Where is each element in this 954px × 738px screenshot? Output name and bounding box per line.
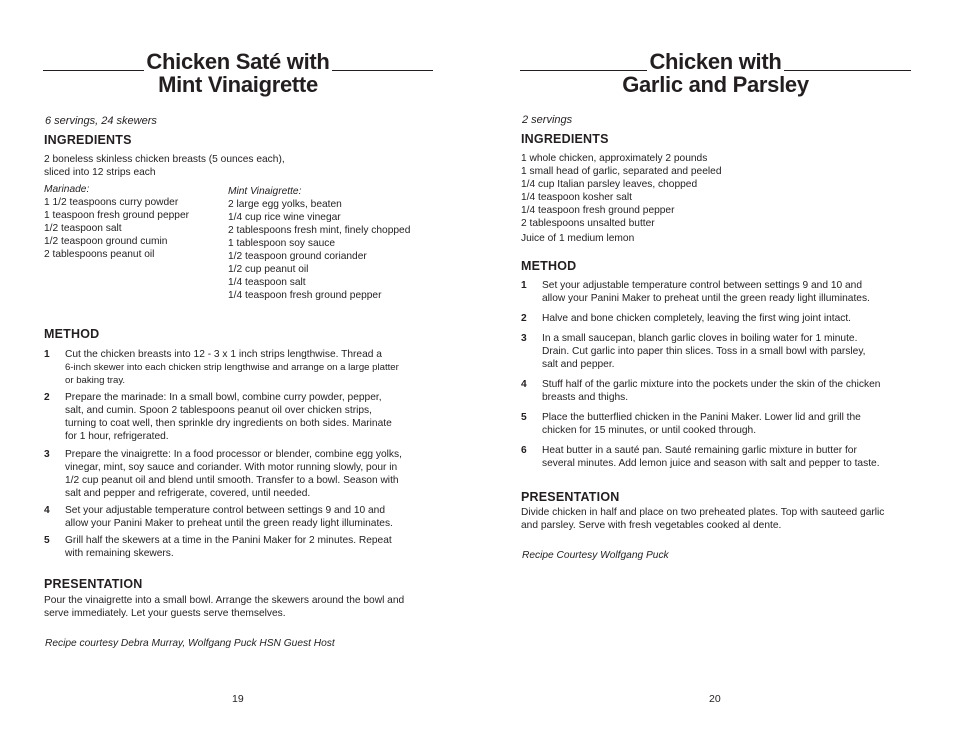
presentation-heading: PRESENTATION xyxy=(521,490,620,504)
step-number: 4 xyxy=(521,379,527,390)
title-line: Chicken Saté with xyxy=(146,49,330,74)
text-line: and parsley. Serve with fresh vegetables cooked al dente. xyxy=(521,520,782,531)
recipe-credit: Recipe courtesy Debra Murray, Wolfgang Puck HSN Guest Host xyxy=(45,638,335,649)
text-line: salt and pepper. xyxy=(542,359,615,370)
ingredient-item: 1/2 cup peanut oil xyxy=(228,264,309,275)
ingredient-item: 1 1/2 teaspoons curry powder xyxy=(44,197,179,208)
ingredients-heading: INGREDIENTS xyxy=(44,133,132,147)
text-line: Heat butter in a sauté pan. Sauté remaining garlic mixture in butter for xyxy=(542,445,857,456)
ingredient-item: Juice of 1 medium lemon xyxy=(521,233,635,244)
step-text xyxy=(542,312,851,325)
page-number: 20 xyxy=(709,693,721,705)
ingredient-item: 1/2 teaspoon salt xyxy=(44,223,122,234)
method-step xyxy=(44,448,434,502)
servings: 6 servings, 24 skewers xyxy=(45,115,157,127)
ingredient-item: 1 whole chicken, approximately 2 pounds xyxy=(521,153,708,164)
ingredient-item: 1/4 teaspoon salt xyxy=(228,277,306,288)
text-line: or baking tray. xyxy=(65,375,126,386)
ingredient-item: 1 teaspoon fresh ground pepper xyxy=(44,210,189,221)
method-step xyxy=(521,332,911,372)
ingredients-heading: INGREDIENTS xyxy=(521,132,609,146)
text-line: 2 boneless skinless chicken breasts (5 ounces each), xyxy=(44,154,285,165)
ingredient-item: 1/4 cup rice wine vinegar xyxy=(228,212,341,223)
marinade-list xyxy=(44,183,189,261)
vinaigrette-list xyxy=(228,185,410,302)
step-text xyxy=(542,378,880,404)
text-line: Grill half the skewers at a time in the Panini Maker for 2 minutes. Repeat xyxy=(65,535,392,546)
step-text xyxy=(542,411,861,437)
ingredient-item: 1 small head of garlic, separated and peeled xyxy=(521,166,722,177)
step-text xyxy=(65,348,399,387)
text-line: Halve and bone chicken completely, leaving the first wing joint intact. xyxy=(542,313,851,324)
ingredient-item: 2 tablespoons fresh mint, finely chopped xyxy=(228,225,411,236)
method-step xyxy=(521,444,911,472)
method-step xyxy=(44,391,434,445)
step-text xyxy=(542,444,880,470)
step-number: 2 xyxy=(44,392,50,403)
servings: 2 servings xyxy=(522,114,573,126)
ingredient-item: 1 tablespoon soy sauce xyxy=(228,238,336,249)
text-line: 1/2 cup peanut oil and blend until smooth. Transfer to a bowl. Season with xyxy=(65,475,399,486)
text-line: Prepare the vinaigrette: In a food processor or blender, combine egg yolks, xyxy=(65,449,402,460)
text-line: turning to coat well, then sprinkle dry ingredients on both sides. Marinate xyxy=(65,418,392,429)
step-text xyxy=(542,332,866,371)
ingredient-item: 1/4 teaspoon fresh ground pepper xyxy=(521,205,675,216)
text-line: In a small saucepan, blanch garlic cloves in boiling water for 1 minute. xyxy=(542,333,858,344)
method-step xyxy=(521,411,911,439)
text-line: several minutes. Add lemon juice and season with salt and pepper to taste. xyxy=(542,458,880,469)
ingredient-item: 2 large egg yolks, beaten xyxy=(228,199,342,210)
step-number: 5 xyxy=(44,535,50,546)
text-line: sliced into 12 strips each xyxy=(44,167,156,178)
text-line: Set your adjustable temperature control between settings 9 and 10 and xyxy=(542,280,862,291)
recipe-title xyxy=(520,50,911,96)
step-number: 1 xyxy=(44,349,50,360)
vinaigrette-label: Mint Vinaigrette: xyxy=(228,186,302,197)
text-line: vinegar, mint, soy sauce and coriander. With motor running slowly, pour in xyxy=(65,462,398,473)
ingredient-item: 1/4 teaspoon kosher salt xyxy=(521,192,633,203)
text-line: Set your adjustable temperature control between settings 9 and 10 and xyxy=(65,505,385,516)
text-line: 6-inch skewer into each chicken strip lengthwise and arrange on a large platter xyxy=(65,362,399,373)
presentation-heading: PRESENTATION xyxy=(44,577,143,591)
text-line: Pour the vinaigrette into a small bowl. Arrange the skewers around the bowl and xyxy=(44,595,405,606)
ingredients-intro xyxy=(44,153,285,179)
step-number: 4 xyxy=(44,505,50,516)
text-line: serve immediately. Let your guests serve themselves. xyxy=(44,608,286,619)
ingredient-item: 1/2 teaspoon ground coriander xyxy=(228,251,367,262)
text-line: chicken for 15 minutes, or until cooked through. xyxy=(542,425,757,436)
method-step xyxy=(44,504,434,532)
text-line: Drain. Cut garlic into paper thin slices. Toss in a small bowl with parsley, xyxy=(542,346,866,357)
text-line: Stuff half of the garlic mixture into the pockets under the skin of the chicken xyxy=(542,379,881,390)
text-line: allow your Panini Maker to preheat until the green ready light illuminates. xyxy=(65,518,393,529)
text-line: for 1 hour, refrigerated. xyxy=(65,431,169,442)
step-number: 1 xyxy=(521,280,527,291)
method-step xyxy=(44,534,434,562)
step-number: 5 xyxy=(521,412,527,423)
title-line: Garlic and Parsley xyxy=(622,72,809,97)
ingredient-item: 1/2 teaspoon ground cumin xyxy=(44,236,168,247)
presentation-text xyxy=(521,506,884,532)
method-heading: METHOD xyxy=(521,259,577,273)
ingredient-item: 2 tablespoons peanut oil xyxy=(44,249,155,260)
presentation-text xyxy=(44,594,404,620)
step-number: 2 xyxy=(521,313,527,324)
method-step xyxy=(521,312,911,326)
page-number: 19 xyxy=(232,693,244,705)
text-line: Place the butterflied chicken in the Panini Maker. Lower lid and grill the xyxy=(542,412,861,423)
method-step xyxy=(521,279,911,307)
step-text xyxy=(65,391,392,443)
text-line: salt, and cumin. Spoon 2 tablespoons peanut oil over chicken strips, xyxy=(65,405,372,416)
text-line: allow your Panini Maker to preheat until the green ready light illuminates. xyxy=(542,293,870,304)
step-number: 3 xyxy=(521,333,527,344)
step-number: 3 xyxy=(44,449,50,460)
marinade-label: Marinade: xyxy=(44,184,90,195)
ingredient-item: 1/4 teaspoon fresh ground pepper xyxy=(228,290,382,301)
text-line: Divide chicken in half and place on two preheated plates. Top with sauteed garlic xyxy=(521,507,885,518)
ingredient-item: 2 tablespoons unsalted butter xyxy=(521,218,655,229)
text-line: Cut the chicken breasts into 12 - 3 x 1 inch strips lengthwise. Thread a xyxy=(65,349,382,360)
step-text xyxy=(65,534,392,560)
right-page xyxy=(477,0,954,738)
method-step xyxy=(521,378,911,406)
method-step xyxy=(44,348,434,388)
recipe-credit: Recipe Courtesy Wolfgang Puck xyxy=(522,550,669,561)
step-text xyxy=(65,504,393,530)
text-line: breasts and thighs. xyxy=(542,392,629,403)
title-line: Chicken with xyxy=(649,49,782,74)
text-line: salt and pepper and refrigerate, covered, until needed. xyxy=(65,488,311,499)
recipe-title xyxy=(43,50,433,96)
ingredient-item: 1/4 cup Italian parsley leaves, chopped xyxy=(521,179,698,190)
text-line: with remaining skewers. xyxy=(65,548,174,559)
method-heading: METHOD xyxy=(44,327,100,341)
step-text xyxy=(65,448,402,500)
title-line: Mint Vinaigrette xyxy=(158,72,318,97)
ingredients-list xyxy=(521,152,722,245)
step-text xyxy=(542,279,870,305)
step-number: 6 xyxy=(521,445,527,456)
text-line: Prepare the marinade: In a small bowl, combine curry powder, pepper, xyxy=(65,392,382,403)
